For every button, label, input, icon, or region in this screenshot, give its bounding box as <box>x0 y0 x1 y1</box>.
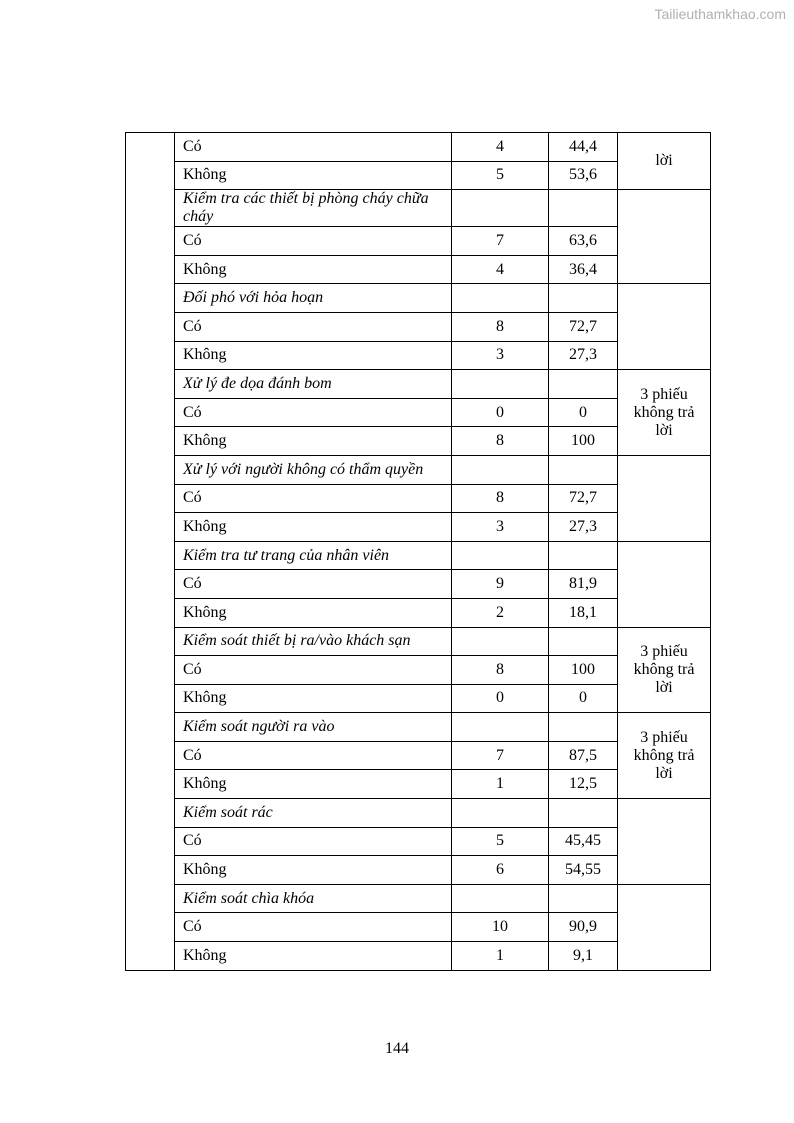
percent-cell <box>549 190 618 227</box>
percent-cell: 53,6 <box>549 161 618 190</box>
note-cell <box>618 455 711 541</box>
count-cell <box>452 455 549 484</box>
note-cell: 3 phiếu không trả lời <box>618 627 711 713</box>
option-label: Có <box>175 398 452 427</box>
count-cell: 8 <box>452 427 549 456</box>
percent-cell: 44,4 <box>549 133 618 162</box>
watermark: Tailieuthamkhao.com <box>654 6 786 22</box>
count-cell: 8 <box>452 484 549 513</box>
note-cell <box>618 799 711 885</box>
table-row <box>126 884 711 913</box>
blank-column-cell <box>126 133 175 971</box>
option-label: Không <box>175 255 452 284</box>
count-cell: 2 <box>452 598 549 627</box>
percent-cell: 0 <box>549 684 618 713</box>
question-label: Xử lý đe dọa đánh bom <box>175 370 452 399</box>
percent-cell: 18,1 <box>549 598 618 627</box>
count-cell: 7 <box>452 227 549 256</box>
count-cell <box>452 627 549 656</box>
option-label: Có <box>175 741 452 770</box>
percent-cell: 36,4 <box>549 255 618 284</box>
count-cell <box>452 284 549 313</box>
option-label: Có <box>175 656 452 685</box>
percent-cell: 0 <box>549 398 618 427</box>
option-label: Không <box>175 598 452 627</box>
table-row <box>126 455 711 484</box>
percent-cell: 12,5 <box>549 770 618 799</box>
percent-cell: 27,3 <box>549 513 618 542</box>
note-cell <box>618 284 711 370</box>
percent-cell: 63,6 <box>549 227 618 256</box>
count-cell: 9 <box>452 570 549 599</box>
percent-cell <box>549 541 618 570</box>
count-cell <box>452 190 549 227</box>
option-label: Có <box>175 913 452 942</box>
percent-cell: 27,3 <box>549 341 618 370</box>
option-label: Có <box>175 484 452 513</box>
option-label: Không <box>175 161 452 190</box>
count-cell: 10 <box>452 913 549 942</box>
count-cell: 7 <box>452 741 549 770</box>
note-cell <box>618 541 711 627</box>
count-cell: 4 <box>452 255 549 284</box>
table-row <box>126 133 711 162</box>
question-label: Xử lý với người không có thẩm quyền <box>175 455 452 484</box>
option-label: Có <box>175 227 452 256</box>
question-label: Kiểm tra các thiết bị phòng cháy chữa cháy <box>175 190 452 227</box>
count-cell: 4 <box>452 133 549 162</box>
percent-cell <box>549 884 618 913</box>
percent-cell: 9,1 <box>549 942 618 971</box>
count-cell: 1 <box>452 770 549 799</box>
option-label: Không <box>175 856 452 885</box>
percent-cell <box>549 799 618 828</box>
note-cell <box>618 884 711 970</box>
table-row <box>126 190 711 227</box>
percent-cell: 45,45 <box>549 827 618 856</box>
note-cell: 3 phiếu không trả lời <box>618 370 711 456</box>
note-cell <box>618 190 711 284</box>
question-label: Kiểm soát người ra vào <box>175 713 452 742</box>
option-label: Có <box>175 312 452 341</box>
question-label: Kiểm soát rác <box>175 799 452 828</box>
table-row <box>126 284 711 313</box>
percent-cell: 72,7 <box>549 484 618 513</box>
option-label: Không <box>175 770 452 799</box>
count-cell <box>452 713 549 742</box>
option-label: Có <box>175 827 452 856</box>
count-cell: 3 <box>452 341 549 370</box>
question-label: Đối phó với hỏa hoạn <box>175 284 452 313</box>
percent-cell: 100 <box>549 427 618 456</box>
count-cell <box>452 884 549 913</box>
table-row <box>126 713 711 742</box>
percent-cell <box>549 284 618 313</box>
survey-table <box>125 132 711 971</box>
question-label: Kiểm soát thiết bị ra/vào khách sạn <box>175 627 452 656</box>
percent-cell <box>549 627 618 656</box>
percent-cell: 87,5 <box>549 741 618 770</box>
percent-cell: 90,9 <box>549 913 618 942</box>
option-label: Không <box>175 513 452 542</box>
option-label: Không <box>175 684 452 713</box>
table-row <box>126 541 711 570</box>
percent-cell <box>549 370 618 399</box>
count-cell <box>452 541 549 570</box>
question-label: Kiểm soát chìa khóa <box>175 884 452 913</box>
count-cell: 0 <box>452 684 549 713</box>
option-label: Không <box>175 427 452 456</box>
table-row <box>126 799 711 828</box>
count-cell: 5 <box>452 827 549 856</box>
option-label: Có <box>175 570 452 599</box>
table-row <box>126 370 711 399</box>
count-cell <box>452 370 549 399</box>
count-cell: 1 <box>452 942 549 971</box>
count-cell: 5 <box>452 161 549 190</box>
table-row <box>126 627 711 656</box>
percent-cell <box>549 455 618 484</box>
percent-cell: 54,55 <box>549 856 618 885</box>
percent-cell: 72,7 <box>549 312 618 341</box>
count-cell: 3 <box>452 513 549 542</box>
page-number: 144 <box>385 1040 409 1057</box>
count-cell <box>452 799 549 828</box>
percent-cell: 81,9 <box>549 570 618 599</box>
count-cell: 0 <box>452 398 549 427</box>
count-cell: 8 <box>452 656 549 685</box>
note-cell: lời <box>618 133 711 190</box>
option-label: Không <box>175 341 452 370</box>
percent-cell: 100 <box>549 656 618 685</box>
option-label: Có <box>175 133 452 162</box>
count-cell: 8 <box>452 312 549 341</box>
option-label: Không <box>175 942 452 971</box>
note-cell: 3 phiếu không trả lời <box>618 713 711 799</box>
percent-cell <box>549 713 618 742</box>
question-label: Kiểm tra tư trang của nhân viên <box>175 541 452 570</box>
count-cell: 6 <box>452 856 549 885</box>
